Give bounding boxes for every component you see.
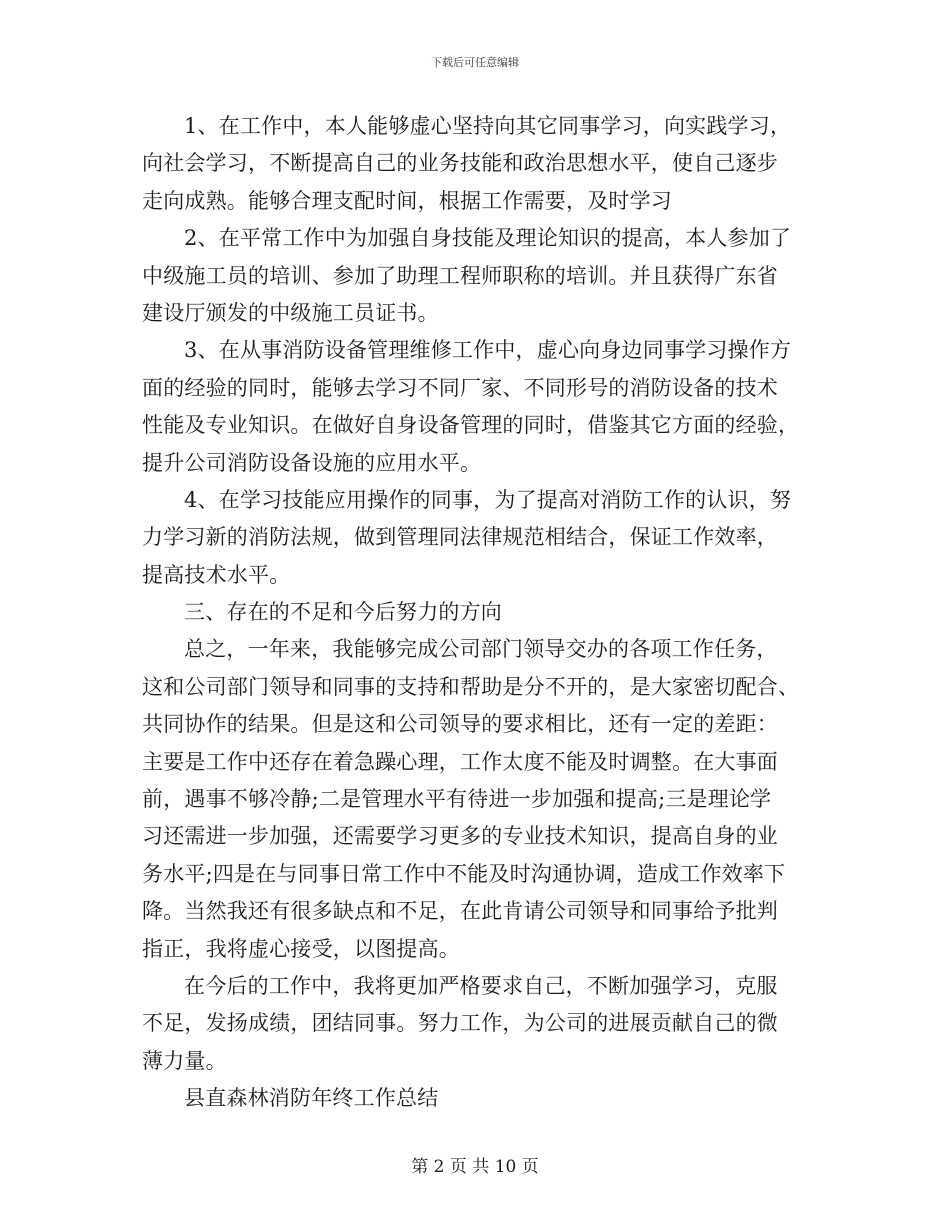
text-line: 建设厅颁发的中级施工员证书。 [142,300,439,325]
text-line: 提高技术水平。 [142,562,291,587]
text-line: 在今后的工作中，我将更加严格要求自己，不断加强学习，克服 [184,973,778,998]
text-line: 3、在从事消防设备管理维修工作中，虚心向身边同事学习操作方 [184,338,792,363]
text-line: 1、在工作中，本人能够虚心坚持向其它同事学习，向实践学习， [184,114,792,138]
text-line: 中级施工员的培训、参加了助理工程师职称的培训。并且获得广东省 [142,263,778,288]
text-line: 4、在学习技能应用操作的同事，为了提高对消防工作的认识，努 [184,487,792,512]
text-line: 薄力量。 [142,1048,227,1073]
text-line: 习还需进一步加强，还需要学习更多的专业技术知识，提高自身的业 [142,824,778,849]
text-line: 总之，一年来，我能够完成公司部门领导交办的各项工作任务， [184,637,778,662]
text-line: 2、在平常工作中为加强自身技能及理论知识的提高，本人参加了 [184,226,792,251]
page-header: 下载后可任意编辑 [431,56,519,69]
text-line: 性能及专业知识。在做好自身设备管理的同时，借鉴其它方面的经验， [142,413,800,438]
page-number-footer: 第 2 页 共 10 页 [411,1157,539,1177]
text-line: 共同协作的结果。但是这和公司领导的要求相比，还有一定的差距： [142,712,778,737]
text-line: 面的经验的同时，能够去学习不同厂家、不同形号的消防设备的技术 [142,375,778,400]
text-line: 主要是工作中还存在着急躁心理，工作太度不能及时调整。在大事面 [142,749,778,774]
text-line: 不足，发扬成绩，团结同事。努力工作，为公司的进展贡献自己的微 [142,1011,778,1036]
text-line: 降。当然我还有很多缺点和不足，在此肯请公司领导和同事给予批判 [142,899,778,924]
text-line: 向社会学习，不断提高自己的业务技能和政治思想水平，使自己逐步 [142,151,778,176]
text-line: 务水平;四是在与同事日常工作中不能及时沟通协调，造成工作效率下 [142,861,786,886]
section-heading: 三、存在的不足和今后努力的方向 [184,600,502,625]
text-line: 走向成熟。能够合理支配时间，根据工作需要，及时学习 [142,188,672,213]
text-line: 力学习新的消防法规，做到管理同法律规范相结合，保证工作效率， [142,525,778,550]
text-line: 前，遇事不够冷静;二是管理水平有待进一步加强和提高;三是理论学 [142,787,772,812]
document-body [142,108,808,1118]
text-line: 提升公司消防设备设施的应用水平。 [142,450,482,475]
text-line: 这和公司部门领导和同事的支持和帮助是分不开的，是大家密切配合、 [142,674,800,699]
text-line: 指正，我将虚心接受，以图提高。 [142,936,460,961]
next-section-title: 县直森林消防年终工作总结 [184,1086,439,1111]
